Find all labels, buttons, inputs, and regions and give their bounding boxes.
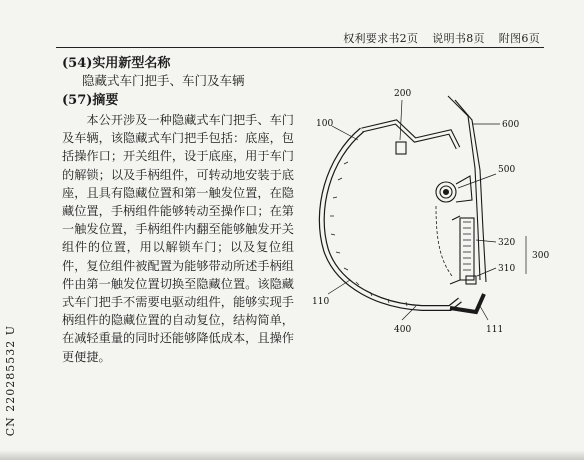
section-57-label: (57) [62, 93, 93, 108]
pivot-bracket [456, 176, 472, 202]
label-110: 110 [312, 297, 330, 307]
drawing-lines [322, 96, 486, 312]
handle-assembly [460, 218, 474, 280]
shell-hatching [330, 162, 407, 306]
header-rule [56, 47, 544, 48]
leader-500 [458, 174, 496, 188]
claims-page-count: 权利要求书2页 [343, 32, 419, 45]
door-handle-drawing [300, 80, 570, 350]
label-310: 310 [498, 264, 516, 274]
abstract-body [62, 111, 294, 366]
handle-hatching [463, 222, 471, 270]
label-400: 400 [394, 325, 412, 335]
label-320: 320 [498, 238, 516, 248]
label-100: 100 [316, 119, 334, 129]
leader-111 [480, 306, 488, 320]
utility-model-name: 隐藏式车门把手、车门及车辆 [82, 73, 245, 88]
utility-name-heading [62, 52, 170, 71]
label-200: 200 [394, 89, 412, 99]
label-300: 300 [532, 251, 550, 261]
page-edge-shadow [0, 450, 584, 460]
label-111: 111 [486, 325, 504, 335]
page-count-header [329, 30, 540, 46]
section-57-title: 摘要 [92, 93, 119, 108]
base-shell-outline [322, 130, 460, 308]
abstract-heading [62, 89, 118, 108]
publication-number: CN 220285532 U [4, 325, 17, 437]
drawings-page-count: 附图6页 [498, 32, 540, 45]
clip-200 [396, 142, 406, 154]
rotation-arc [436, 206, 452, 276]
section-54-label: (54) [62, 56, 93, 71]
handle-brackets [450, 216, 460, 284]
leader-100 [332, 126, 358, 140]
label-600: 600 [502, 120, 520, 130]
label-500: 500 [498, 165, 516, 175]
leader-200 [400, 100, 402, 140]
leader-110 [328, 280, 350, 294]
section-54-title: 实用新型名称 [92, 56, 171, 71]
pivot-500-center [444, 190, 449, 195]
description-page-count: 说明书8页 [432, 32, 485, 45]
abstract-text: 本公开涉及一种隐藏式车门把手、车门及车辆，该隐藏式车门把手包括：底座，包括操作口；开关组件，设于底座，用于车门的解锁；以及手柄组件，可转动地安装于底座，且具有隐藏位置和第一触发位置，在隐藏位置，手柄组件能够转动至操作口；在第一触发位置，手柄组件内翻至能够触发开关组件的位置，用以解锁车门；以及复位组件，复位组件被配置为能够带动所述手柄组件由第一触发位置切换至隐藏位置。该隐藏式车门把手不需要电驱动组件，能够实现手柄组件的隐藏位置的自动复位，结构简单，在减轻重量的同时还能够降低成本，且操作更便捷。 [62, 113, 294, 364]
